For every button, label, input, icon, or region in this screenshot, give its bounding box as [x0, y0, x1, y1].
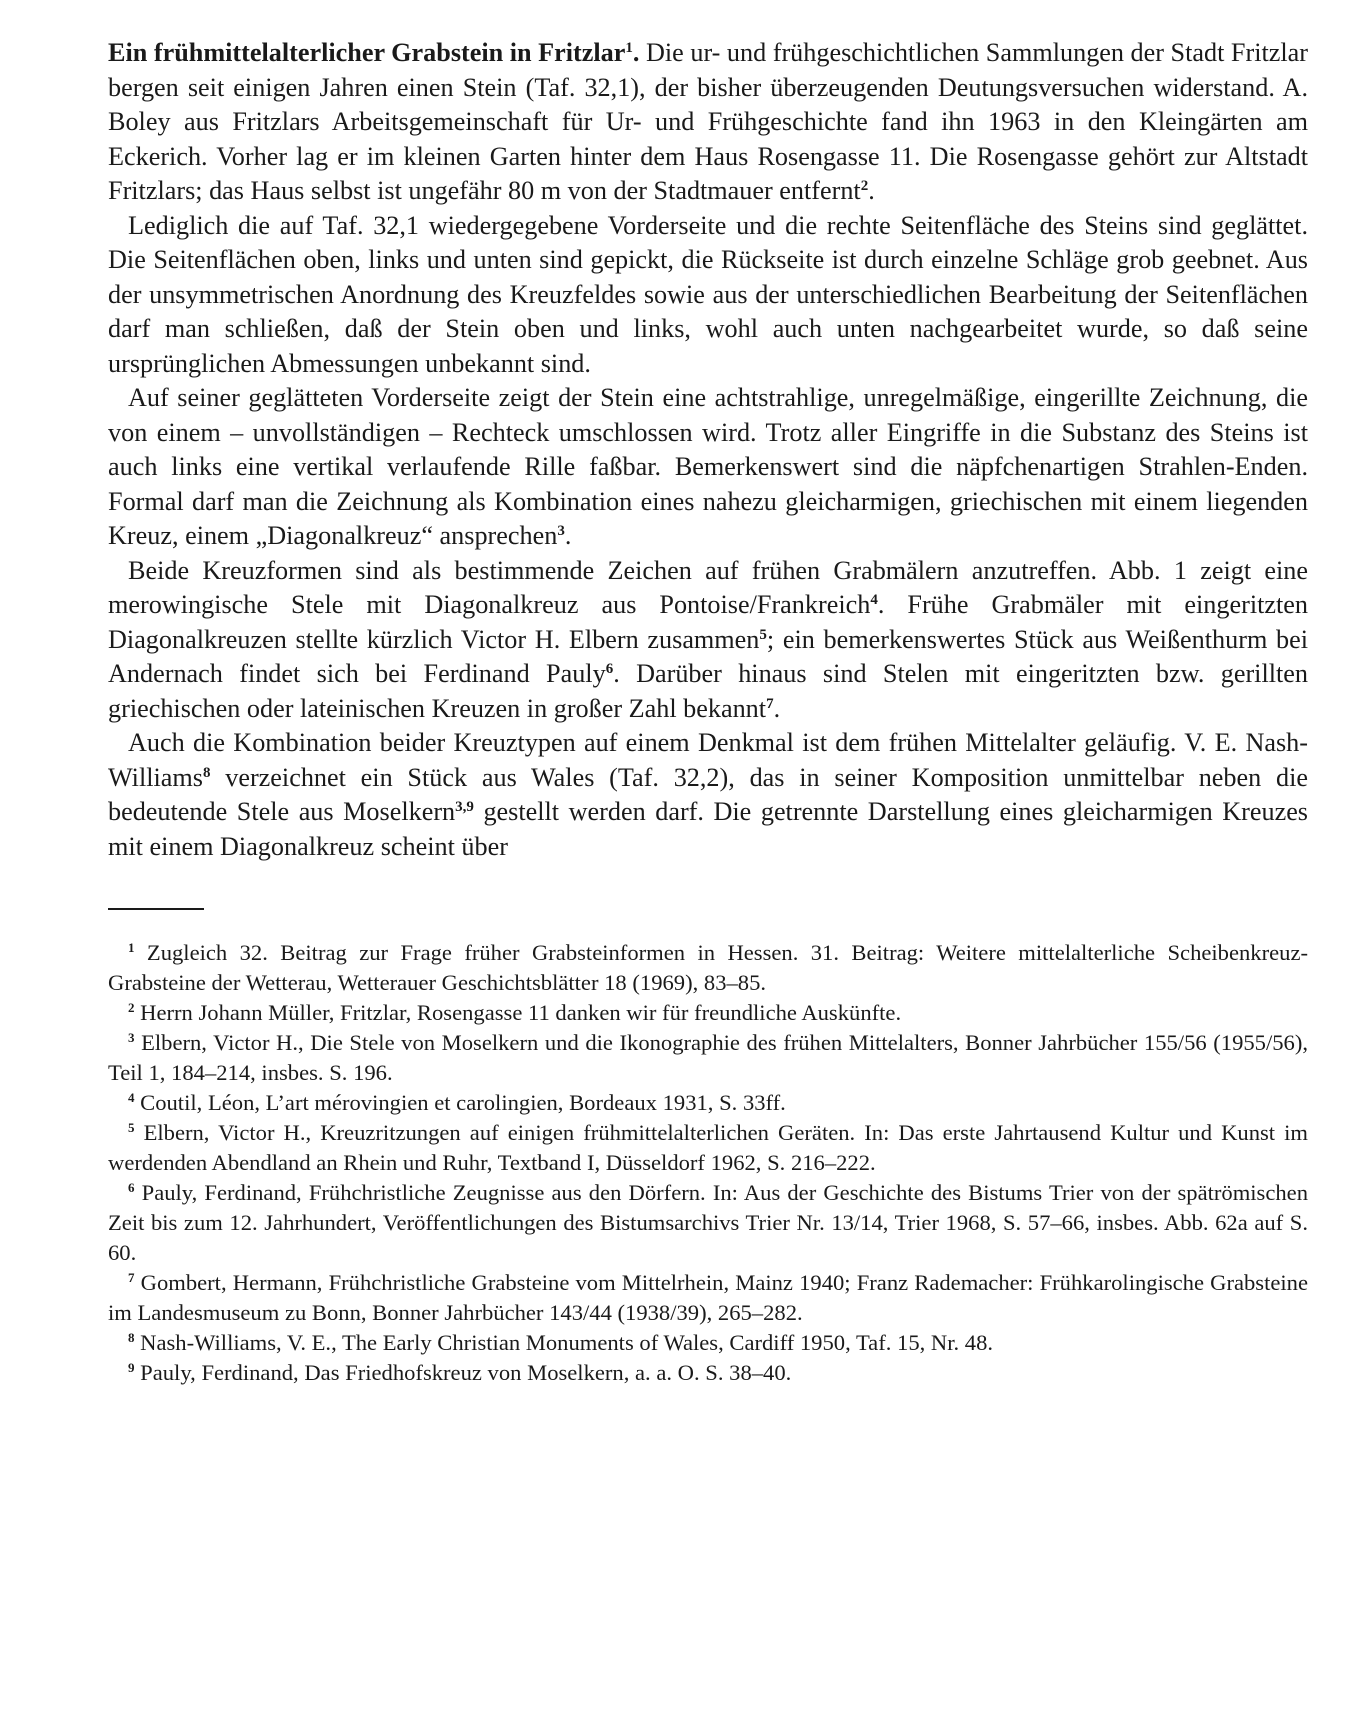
footnote: [108, 1028, 1308, 1088]
text-segment: ; ein bemerkenswertes Stück aus Weißenthurm bei Andernach findet sich bei Ferdinand Pauly: [108, 624, 1308, 688]
footnote: [108, 938, 1308, 998]
text-segment: Beide Kreuzformen sind als bestimmende Zeichen auf frühen Grabmälern anzutreffen. Abb. 1 zeigt eine merowingische Stele mit Diagonalkreuz aus Pontoise/Frankreich: [108, 555, 1308, 619]
text-segment: Die ur- und frühgeschichtlichen Sammlungen der Stadt Fritzlar bergen seit einigen Jahren einen Stein (Taf. 32,1), der bisher überzeugenden Deutungsversuchen widerstand. A. Boley aus Fritzlars Arbeitsgemeinschaft für Ur- und Frühgeschichte fand ihn 1963 in den Kleingärten am Eckerich. Vorher lag er im kleinen Garten hinter dem Haus Rosengasse 11. Die Rosengasse gehört zur Altstadt Fritzlars; das Haus selbst ist ungefähr 80 m von der Stadtmauer entfernt: [108, 38, 1309, 205]
text-segment: . Darüber hinaus sind Stelen mit eingeritzten bzw. gerillten griechischen oder lateinischen Kreuzen in großer Zahl bekannt: [108, 659, 1308, 723]
document-page: [108, 36, 1308, 1388]
article-body: [108, 36, 1308, 864]
footnote-number: 8: [128, 1330, 135, 1345]
text-segment: Auf seiner geglätteten Vorderseite zeigt der Stein eine achtstrahlige, unregelmäßige, eingerillte Zeichnung, die von einem – unvollständigen – Rechteck umschlossen wird. Trotz aller Eingriffe in die Substanz des Steins ist auch links eine vertikal verlaufende Rille faßbar. Bemerkenswert sind die näpfchenartigen Strahlen-Enden. Formal darf man die Zeichnung als Kombination eines nahezu gleicharmigen, griechischen mit einem liegenden Kreuz, einem „Diagonalkreuz“ ansprechen: [108, 383, 1308, 550]
footnote-ref[interactable]: 6: [605, 661, 614, 677]
footnote: [108, 998, 1308, 1028]
text-segment: .: [564, 521, 572, 550]
footnote-text: Nash-Williams, V. E., The Early Christian Monuments of Wales, Cardiff 1950, Taf. 15, Nr. 48.: [134, 1330, 994, 1355]
footnote: [108, 1358, 1308, 1388]
footnote-separator: [108, 908, 204, 910]
text-segment: . Frühe Grabmäler mit eingeritzten Diagonalkreuzen stellte kürzlich Victor H. Elbern zusammen: [108, 590, 1309, 654]
footnote: [108, 1178, 1308, 1268]
footnote-ref[interactable]: 5: [759, 626, 767, 643]
paragraph: [108, 209, 1308, 382]
footnote-text: Gombert, Hermann, Frühchristliche Grabsteine vom Mittelrhein, Mainz 1940; Franz Rademacher: Frühkarolingische Grabsteine im Landesmuseum zu Bonn, Bonner Jahrbücher 143/44 (1938/39), 265–282.: [108, 1270, 1308, 1325]
footnotes: [108, 938, 1308, 1388]
text-segment: verzeichnet ein Stück aus Wales (Taf. 32,2), das in seiner Komposition unmittelbar neben die bedeutende Stele aus Moselkern: [108, 762, 1308, 826]
footnote-ref[interactable]: 4: [870, 592, 878, 608]
footnote-ref[interactable]: 1: [625, 40, 633, 56]
footnote-number: 5: [128, 1120, 135, 1135]
footnote: [108, 1118, 1308, 1178]
article-title: Ein frühmittelalterlicher Grabstein in Fritzlar$^1$.: [108, 38, 640, 67]
footnote-text: Coutil, Léon, L’art mérovingien et carolingien, Bordeaux 1931, S. 33ff.: [134, 1090, 786, 1115]
footnote-text: Herrn Johann Müller, Fritzlar, Rosengasse 11 danken wir für freundliche Auskünfte.: [134, 1000, 902, 1025]
text-segment: gestellt werden darf. Die getrennte Darstellung eines gleicharmigen Kreuzes mit einem Diagonalkreuz scheint über: [108, 797, 1309, 861]
footnote-ref[interactable]: 2: [860, 178, 869, 194]
text-segment: Lediglich die auf Taf. 32,1 wiedergegebene Vorderseite und die rechte Seitenfläche des Steins sind geglättet. Die Seitenflächen oben, links und unten sind gepickt, die Rückseite ist durch einzelne Schläge grob geebnet. Aus der unsymmetrischen Anordnung des Kreuzfeldes sowie aus der unterschiedlichen Bearbeitung der Seitenflächen darf man schließen, daß der Stein oben und links, wohl auch unten nachgearbeitet wurde, so daß seine ursprünglichen Abmessungen unbekannt sind.: [108, 210, 1308, 378]
footnote-number: 2: [128, 1000, 135, 1015]
footnote-ref[interactable]: 3: [557, 523, 565, 539]
footnote-number: 1: [128, 940, 135, 955]
text-segment: Auch die Kombination beider Kreuztypen auf einem Denkmal ist dem frühen Mittelalter geläufig. V. E. Nash-Williams: [108, 728, 1308, 792]
text-segment: .: [773, 693, 781, 723]
footnote: [108, 1088, 1308, 1118]
paragraph: [108, 36, 1308, 209]
paragraph: [108, 554, 1308, 727]
footnote-text: Elbern, Victor H., Kreuzritzungen auf einigen frühmittelalterlichen Geräten. In: Das erste Jahrtausend Kultur und Kunst im werdenden Abendland an Rhein und Ruhr, Textband I, Düsseldorf 1962, S. 216–222.: [108, 1120, 1308, 1175]
paragraph: [108, 381, 1308, 554]
text-segment: .: [868, 176, 875, 205]
footnote-number: 7: [128, 1270, 135, 1285]
footnote-ref[interactable]: 8: [202, 764, 211, 781]
footnote-ref[interactable]: 7: [766, 695, 774, 712]
footnote-text: Pauly, Ferdinand, Das Friedhofskreuz von Moselkern, a. a. O. S. 38–40.: [134, 1360, 792, 1385]
footnote: [108, 1268, 1308, 1328]
footnote-text: Pauly, Ferdinand, Frühchristliche Zeugnisse aus den Dörfern. In: Aus der Geschichte des Bistums Trier von der spätrömischen Zeit bis zum 12. Jahrhundert, Veröffentlichungen des Bistumsarchivs Trier Nr. 13/14, Trier 1968, S. 57–66, insbes. Abb. 62a auf S. 60.: [108, 1180, 1308, 1265]
footnote-number: 4: [128, 1090, 135, 1105]
footnote-number: 3: [128, 1030, 135, 1045]
footnote-text: Elbern, Victor H., Die Stele von Moselkern und die Ikonographie des frühen Mittelalters, Bonner Jahrbücher 155/56 (1955/56), Teil 1, 184–214, insbes. S. 196.: [108, 1030, 1308, 1085]
footnote-ref[interactable]: 3,9: [455, 799, 474, 815]
footnote: [108, 1328, 1308, 1358]
footnote-number: 6: [128, 1180, 135, 1195]
paragraph: [108, 726, 1308, 864]
footnote-text: Zugleich 32. Beitrag zur Frage früher Grabsteinformen in Hessen. 31. Beitrag: Weitere mittelalterliche Scheibenkreuz-Grabsteine der Wetterau, Wetterauer Geschichtsblätter 18 (1969), 83–85.: [108, 940, 1308, 995]
footnote-number: 9: [128, 1360, 135, 1375]
